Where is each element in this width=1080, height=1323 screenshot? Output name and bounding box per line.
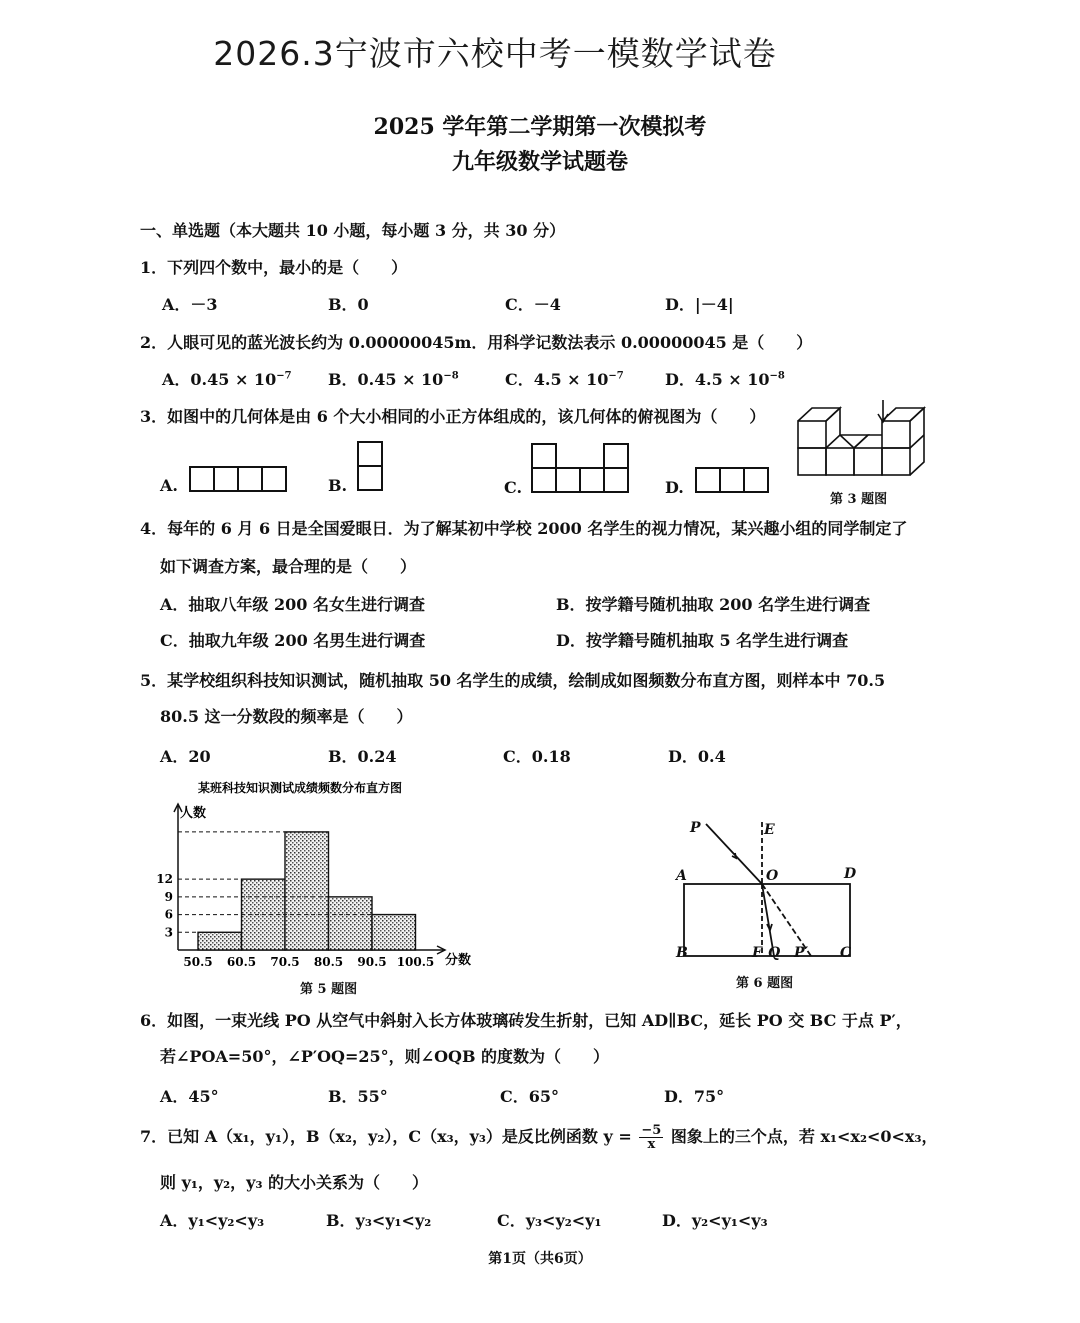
q3-stem: 3．如图中的几何体是由 6 个大小相同的小正方体组成的，该几何体的俯视图为（ ） <box>140 407 766 426</box>
q7-option-b: B．y₃<y₁<y₂ <box>326 1211 432 1230</box>
q4-option-d: D．按学籍号随机抽取 5 名学生进行调查 <box>556 631 849 650</box>
histogram-bar <box>285 832 329 950</box>
exam-title-line2: 九年级数学试题卷 <box>451 149 628 175</box>
q2-option-c: C．$4.5 \times 10^{-7}$ <box>505 370 624 389</box>
q3-option-d-label: D. <box>665 478 684 497</box>
q7-fraction: $\frac{-5}{x}$ <box>641 1123 662 1152</box>
figure-point-label: A <box>676 868 687 884</box>
figure-point-label: F <box>752 945 762 961</box>
q6-option-d: D．75° <box>664 1087 725 1106</box>
q5-option-c: C．0.18 <box>503 747 571 766</box>
q5-stem-line2: 80.5 这一分数段的频率是（ ） <box>160 707 413 726</box>
chart-y-label: 人数 <box>180 806 207 821</box>
x-tick-label: 60.5 <box>226 955 257 969</box>
q5-option-a: A．20 <box>160 747 211 766</box>
q2-option-b: B．$0.45 \times 10^{-8}$ <box>328 370 459 389</box>
q7-option-a: A．y₁<y₂<y₃ <box>160 1211 265 1230</box>
x-tick-label: 70.5 <box>270 955 300 969</box>
q3-option-b-figure <box>354 438 386 496</box>
q6-figure-caption: 第 6 题图 <box>736 976 794 991</box>
q1-option-d: D．|－4| <box>665 295 734 314</box>
q4-option-a: A．抽取八年级 200 名女生进行调查 <box>160 595 425 614</box>
histogram-bar <box>329 897 373 950</box>
q5-figure-caption: 第 5 题图 <box>300 982 358 997</box>
figure-point-label: B <box>676 945 688 961</box>
q7-stem-line2: 则 y₁，y₂，y₃ 的大小关系为（ ） <box>160 1173 429 1192</box>
histogram-bar <box>198 932 242 950</box>
x-tick-label: 90.5 <box>357 955 387 969</box>
q3-figure-caption: 第 3 题图 <box>830 492 888 507</box>
q7-stem-line1: 7．已知 A（x₁，y₁），B（x₂，y₂），C（x₃，y₃）是反比例函数 y = $\frac{-5}{x}$ 图象上的三个点，若 x₁<x₂<0<x₃， <box>140 1123 938 1152</box>
chart-x-label: 分数 <box>445 953 472 968</box>
q7-option-c: C．y₃<y₂<y₁ <box>497 1211 602 1230</box>
chart-y-ticks <box>156 872 173 939</box>
chart-x-ticks <box>183 955 434 969</box>
figure-point-label: P′ <box>794 945 809 961</box>
histogram-chart <box>150 776 490 976</box>
q1-option-a: A．－3 <box>162 295 218 314</box>
q1-option-c: C．－4 <box>505 295 561 314</box>
figure-point-label: O <box>766 868 779 884</box>
q7-option-d: D．y₂<y₁<y₃ <box>662 1211 768 1230</box>
page-footer: 第1页（共6页） <box>488 1251 592 1267</box>
q1-option-b: B．0 <box>328 295 369 314</box>
chart-bars <box>198 832 416 950</box>
y-tick-label: 9 <box>164 889 173 904</box>
q4-stem-line2: 如下调查方案，最合理的是（ ） <box>160 557 417 576</box>
q5-option-d: D．0.4 <box>668 747 726 766</box>
x-tick-label: 100.5 <box>396 955 435 969</box>
q6-refraction-figure <box>668 812 868 972</box>
figure-point-label: P <box>690 820 701 836</box>
q3-option-b-label: B. <box>328 476 348 495</box>
q4-option-c: C．抽取九年级 200 名男生进行调查 <box>160 631 426 650</box>
section-heading: 一、单选题（本大题共 10 小题，每小题 3 分，共 30 分） <box>140 221 566 240</box>
q6-stem-line2: 若∠POA=50°，∠P′OQ=25°，则∠OQB 的度数为（ ） <box>160 1047 610 1066</box>
figure-point-label: Q <box>768 945 781 961</box>
q6-option-a: A．45° <box>160 1087 219 1106</box>
q3-solid-figure <box>790 398 935 480</box>
q3-option-c-label: C. <box>504 478 523 497</box>
q2-stem: 2．人眼可见的蓝光波长约为 0.00000045m．用科学记数法表示 0.00000045 是（ ） <box>140 333 813 352</box>
x-tick-label: 80.5 <box>313 955 344 969</box>
y-tick-label: 6 <box>164 907 173 922</box>
figure-point-label: C <box>840 945 852 961</box>
q6-option-b: B．55° <box>328 1087 388 1106</box>
y-tick-label: 3 <box>164 925 173 940</box>
q3-option-d-figure <box>692 464 776 498</box>
figure-point-label: E <box>764 822 775 838</box>
q3-option-a-label: A. <box>160 476 178 495</box>
banner-title: 2026.3宁波市六校中考一模数学试卷 <box>213 34 777 73</box>
q6-stem-line1: 6．如图，一束光线 PO 从空气中斜射入长方体玻璃砖发生折射，已知 AD∥BC，延长 PO 交 BC 于点 P′， <box>140 1011 912 1030</box>
x-tick-label: 50.5 <box>183 955 213 969</box>
q3-option-c-figure <box>528 440 636 498</box>
histogram-bar <box>372 915 416 950</box>
figure-point-label: D <box>844 866 857 882</box>
q4-stem-line1: 4．每年的 6 月 6 日是全国爱眼日．为了解某初中学校 2000 名学生的视力情况，某兴趣小组的同学制定了 <box>140 519 908 538</box>
q5-stem-line1: 5．某学校组织科技知识测试，随机抽取 50 名学生的成绩，绘制成如图频数分布直方图，则样本中 70.5 <box>140 671 886 690</box>
q4-option-b: B．按学籍号随机抽取 200 名学生进行调查 <box>556 595 871 614</box>
chart-title: 某班科技知识测试成绩频数分布直方图 <box>198 781 403 795</box>
q1-stem: 1．下列四个数中，最小的是（ ） <box>140 258 408 277</box>
q6-option-c: C．65° <box>500 1087 560 1106</box>
y-tick-label: 12 <box>156 872 173 887</box>
q2-option-a: A．$0.45 \times 10^{-7}$ <box>162 370 292 389</box>
q3-option-a-figure <box>185 462 295 496</box>
q2-option-d: D．$4.5 \times 10^{-8}$ <box>665 370 785 389</box>
q5-option-b: B．0.24 <box>328 747 397 766</box>
exam-title-line1: 2025 学年第二学期第一次模拟考 <box>373 114 707 140</box>
